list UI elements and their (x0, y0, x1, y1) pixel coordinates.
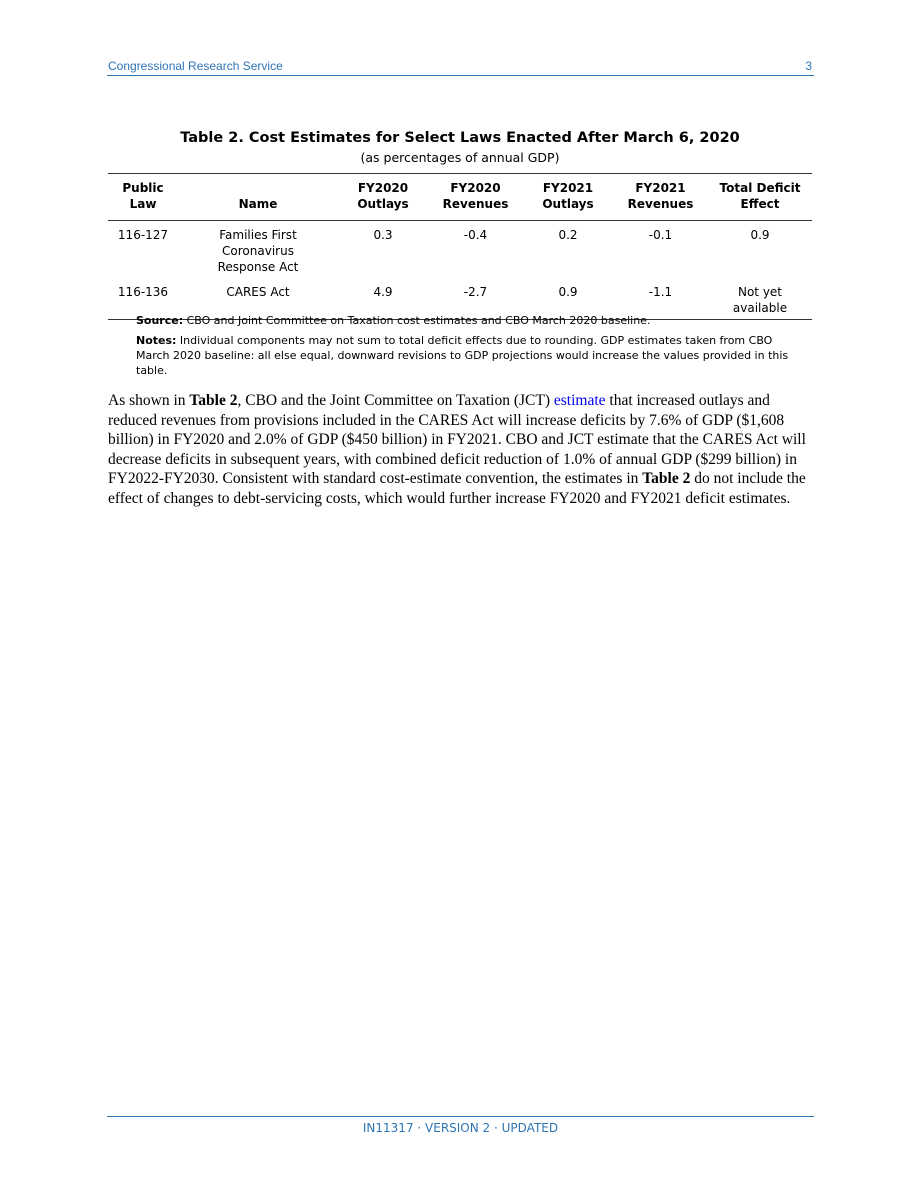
cell-fy2021-revenues: -0.1 (648, 228, 673, 242)
cost-estimates-table-section (108, 130, 812, 320)
cell-total-deficit: Not yet available (732, 285, 788, 315)
notes-note: Notes: Individual components may not sum to total deficit effects due to rounding. GDP estimates taken from CBO March 2020 baseline: all else equal, downward revisions to GDP projections would increase the values provided in this table. (136, 334, 789, 377)
cost-estimates-table (108, 173, 812, 320)
table-subtitle: (as percentages of annual GDP) (360, 150, 560, 165)
column-header: FY2021 Outlays (542, 181, 594, 211)
page-header (107, 57, 814, 76)
cell-fy2021-outlays: 0.2 (558, 228, 578, 242)
page-number: 3 (805, 59, 812, 73)
body-paragraph: As shown in Table 2, CBO and the Joint Committee on Taxation (JCT) estimate that increased outlays and reduced revenues from provisions included in the CARES Act will increase deficits by 7.6% of GDP ($1,608 billion) in FY2020 and 2.0% of GDP ($450 billion) in FY2021. CBO and JCT estimate that the CARES Act will decrease deficits in subsequent years, with combined deficit reduction of 1.0% of annual GDP ($299 billion) in FY2022-FY2030. Consistent with standard cost-estimate convention, the estimates in Table 2 do not include the effect of changes to debt-servicing costs, which would further increase FY2020 and FY2021 deficit estimates. (108, 392, 806, 507)
cell-fy2020-outlays: 0.3 (373, 228, 393, 242)
cell-fy2020-revenues: -2.7 (463, 285, 488, 299)
column-header: FY2021 Revenues (627, 181, 694, 211)
table-title: Table 2. Cost Estimates for Select Laws Enacted After March 6, 2020 (180, 130, 740, 146)
page-footer: IN11317 · VERSION 2 · UPDATED (107, 1116, 814, 1135)
table-header-row (108, 174, 812, 221)
cell-fy2020-outlays: 4.9 (373, 285, 393, 299)
source-note: Source: CBO and Joint Committee on Taxation cost estimates and CBO March 2020 baseline. (136, 314, 651, 327)
cell-fy2021-revenues: -1.1 (648, 285, 673, 299)
column-header: FY2020 Outlays (357, 181, 409, 211)
column-header: Name (238, 197, 278, 211)
header-publisher: Congressional Research Service (108, 59, 283, 73)
column-header: FY2020 Revenues (442, 181, 509, 211)
estimate-link[interactable]: estimate (553, 392, 606, 409)
cell-name: CARES Act (226, 285, 290, 299)
cell-total-deficit: 0.9 (750, 228, 770, 242)
cell-law: 116-127 (117, 228, 169, 242)
table-notes (136, 313, 796, 383)
column-header: Total Deficit Effect (719, 181, 801, 211)
cell-fy2021-outlays: 0.9 (558, 285, 578, 299)
table-row (108, 221, 812, 279)
cell-name: Families First Coronavirus Response Act (217, 228, 299, 274)
cell-fy2020-revenues: -0.4 (463, 228, 488, 242)
cell-law: 116-136 (117, 285, 169, 299)
column-header: Public Law (122, 181, 164, 211)
